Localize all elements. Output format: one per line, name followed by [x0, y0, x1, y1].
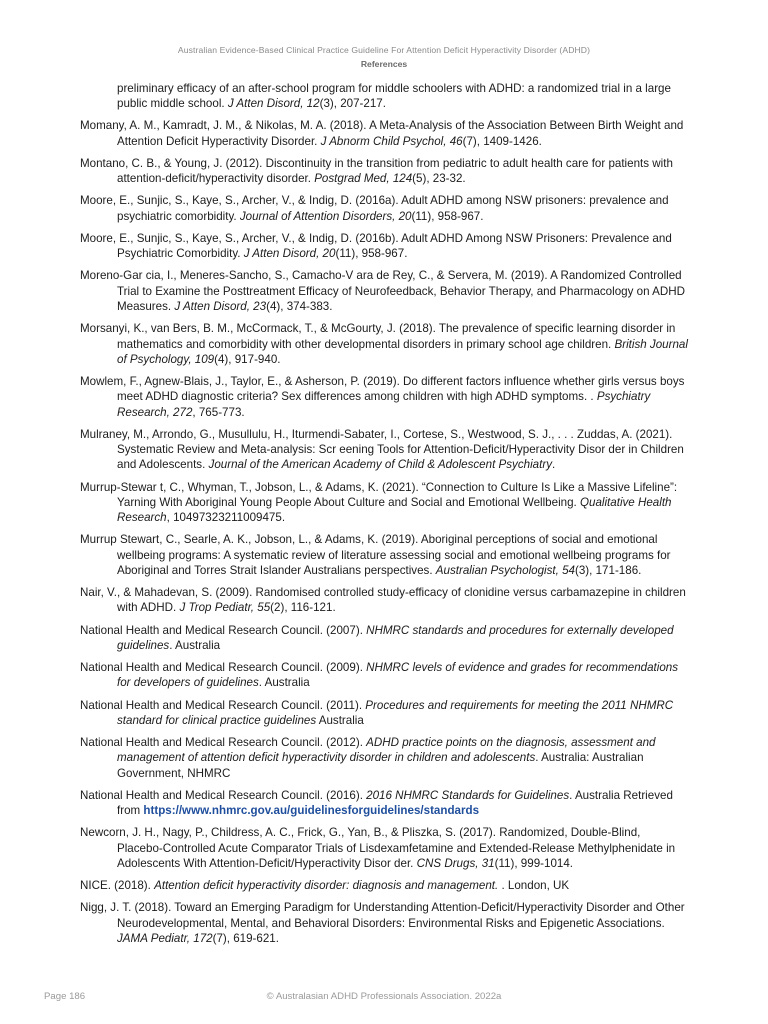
reference-text: . Australia — [258, 676, 310, 690]
reference-source-title: Postgrad Med, 124 — [314, 172, 413, 186]
reference-text: (7), 1409-1426. — [462, 134, 542, 148]
reference-text: preliminary efficacy of an after-school program for middle schoolers with ADHD: a randomized trial in a large public middle school. — [117, 82, 671, 111]
reference-text: . — [552, 458, 556, 472]
reference-entry — [80, 231, 688, 262]
reference-source-title: J Atten Disord, 12 — [227, 97, 320, 111]
reference-text: Murrup Stewart, C., Searle, A. K., Jobson, L., & Adams, K. (2019). Aboriginal perceptions of social and emotional wellbeing programs: A systematic review of literature assessing social and emotional wellbeing programs for Aboriginal and Torres Strait Islander Australians perspectives. — [80, 533, 671, 577]
reference-entry — [80, 268, 688, 314]
reference-text: . Australia — [169, 638, 221, 652]
reference-source-title: Attention deficit hyperactivity disorder: diagnosis and management. — [154, 879, 499, 893]
reference-text: Mulraney, M., Arrondo, G., Musullulu, H., Iturmendi-Sabater, I., Cortese, S., Westwood, S. J., . . . Zuddas, A. (2021). Systematic Review and Meta-analysis: Scr eening Tools for Attention-Deficit/Hyperactivity Disor der in Children and Adolescents. — [80, 427, 684, 472]
reference-entry — [80, 118, 688, 149]
reference-text: Nair, V., & Mahadevan, S. (2009). Randomised controlled study-efficacy of clonidine versus carbamazepine in children with ADHD. — [80, 586, 686, 615]
reference-text: Australia — [316, 713, 364, 727]
reference-text: (4), 374-383. — [266, 300, 333, 314]
reference-entry — [80, 585, 688, 616]
reference-source-title: J Trop Pediatr, 55 — [179, 601, 271, 615]
reference-text: (4), 917-940. — [214, 352, 281, 366]
reference-source-title: ADHD practice points on the diagnosis, assessment and management of attention deficit hyperactivity disorder in children and adolescents — [117, 736, 656, 765]
reference-source-title: CNS Drugs, 31 — [416, 856, 495, 870]
reference-source-title: NHMRC levels of evidence and grades for recommendations for developers of guidelines — [117, 661, 679, 690]
reference-entry — [80, 374, 688, 420]
reference-list — [80, 81, 688, 953]
reference-text: National Health and Medical Research Council. (2011). — [80, 698, 366, 712]
document-title: Australian Evidence-Based Clinical Practice Guideline For Attention Deficit Hyperactivity Disorder (ADHD) — [177, 45, 591, 55]
reference-entry — [80, 427, 688, 473]
reference-text: National Health and Medical Research Council. (2007). — [80, 623, 367, 637]
page-number: Page 186 — [44, 991, 86, 1002]
reference-source-title: Journal of Attention Disorders, 20 — [239, 209, 412, 223]
reference-text: Moreno-Gar cia, I., Meneres-Sancho, S., Camacho-V ara de Rey, C., & Servera, M. (2019). A Randomized Controlled Trial to Examine the Posttreatment Efficacy of Neurofeedback, Behavior Therapy, and Pharmacology on ADHD Measures. — [80, 269, 685, 314]
reference-source-title: British Journal of Psychology, 109 — [117, 337, 688, 366]
reference-text: . Australia Retrieved from — [117, 788, 673, 818]
reference-text: (11), 958-967. — [411, 209, 484, 223]
copyright-notice: © Australasian ADHD Professionals Association. 2022a — [266, 991, 502, 1002]
reference-text: Mowlem, F., Agnew-Blais, J., Taylor, E., & Asherson, P. (2019). Do different factors influence whether girls versus boys meet ADHD diagnostic criteria? Sex differences among children with high ADHD symptoms. . — [80, 374, 685, 404]
reference-entry — [80, 788, 688, 819]
reference-text: (3), 171-186. — [574, 563, 642, 577]
reference-entry — [80, 660, 688, 691]
reference-source-title: Psychiatry Research, 272 — [117, 390, 651, 419]
reference-entry — [80, 532, 688, 578]
reference-text: Moore, E., Sunjic, S., Kaye, S., Archer, V., & Indig, D. (2016a). Adult ADHD among NSW prisoners: prevalence and psychiatric comorbidity. — [80, 194, 669, 223]
reference-entry — [80, 698, 688, 729]
reference-source-title: JAMA Pediatr, 172 — [117, 931, 213, 945]
reference-entry — [80, 825, 688, 871]
reference-entry — [80, 193, 688, 224]
reference-entry — [80, 735, 688, 781]
reference-text: . Australia: Australian Government, NHMRC — [117, 751, 644, 780]
reference-source-title: Procedures and requirements for meeting the 2011 NHMRC standard for clinical practice guidelines — [117, 698, 674, 727]
reference-text: , 10497323211009475. — [166, 511, 286, 525]
reference-text: , 765-773. — [192, 405, 245, 419]
reference-entry — [80, 878, 688, 893]
reference-source-title: Qualitative Health Research — [117, 495, 672, 525]
reference-entry — [80, 623, 688, 654]
reference-text: Montano, C. B., & Young, J. (2012). Discontinuity in the transition from pediatric to adult health care for patients with attention-deficit/hyperactivity disorder. — [80, 156, 673, 186]
page-header — [0, 44, 768, 70]
reference-text: Momany, A. M., Kamradt, J. M., & Nikolas, M. A. (2018). A Meta-Analysis of the Association Between Birth Weight and Attention Deficit Hyperactivity Disorder. — [80, 119, 684, 148]
reference-entry-continued — [80, 81, 688, 112]
reference-text: (3), 207-217. — [319, 97, 386, 111]
reference-text: (2), 116-121. — [270, 601, 336, 615]
reference-entry — [80, 156, 688, 187]
reference-entry — [80, 480, 688, 526]
section-title: References — [360, 59, 408, 69]
reference-text: (11), 958-967. — [335, 247, 408, 261]
reference-text: Moore, E., Sunjic, S., Kaye, S., Archer, V., & Indig, D. (2016b). Adult ADHD Among NSW Prisoners: Prevalence and Psychiatric Comorbidity. — [80, 231, 672, 261]
reference-source-title: J Abnorm Child Psychol, 46 — [320, 134, 463, 148]
reference-text: National Health and Medical Research Council. (2012). — [80, 736, 367, 750]
reference-source-title: Journal of the American Academy of Child & Adolescent Psychiatry — [208, 458, 552, 472]
reference-text: National Health and Medical Research Council. (2009). — [80, 661, 367, 675]
reference-source-title: Australian Psychologist, 54 — [435, 563, 575, 577]
reference-text: Nigg, J. T. (2018). Toward an Emerging Paradigm for Understanding Attention-Deficit/Hyperactivity Disorder and Other Neurodevelopmental, Mental, and Behavioral Disorders: Environmental Risks and Epigenetic Associations. — [80, 901, 685, 930]
reference-link[interactable]: https://www.nhmrc.gov.au/guidelinesforguidelines/standards — [143, 804, 480, 818]
reference-source-title: J Atten Disord, 20 — [243, 247, 336, 261]
reference-text: . London, UK — [498, 879, 570, 893]
reference-text: Morsanyi, K., van Bers, B. M., McCormack, T., & McGourty, J. (2018). The prevalence of specific learning disorder in mathematics and comorbidity with other developmental disorders in primary school age children. — [80, 322, 676, 351]
reference-text: (5), 23-32. — [412, 172, 466, 186]
reference-text: (7), 619-621. — [212, 931, 279, 945]
reference-entry — [80, 321, 688, 367]
reference-source-title: NHMRC standards and procedures for externally developed guidelines — [117, 623, 674, 652]
reference-text: Newcorn, J. H., Nagy, P., Childress, A. C., Frick, G., Yan, B., & Pliszka, S. (2017). Randomized, Double-Blind, Placebo-Controlled Acute Comparator Trials of Lisdexamfetamine and Extended-Release Methylphenidate in Adolescents With Attention-Deficit/Hyperactivity Disor der. — [80, 826, 676, 870]
reference-text: Murrup-Stewar t, C., Whyman, T., Jobson, L., & Adams, K. (2021). “Connection to Culture Is Like a Massive Lifeline”: Yarning With Aboriginal Young People About Culture and Social and Emotional Wellbeing. — [80, 480, 678, 509]
reference-text: (11), 999-1014. — [494, 856, 574, 870]
reference-text: National Health and Medical Research Council. (2016). — [80, 788, 367, 802]
reference-source-title: J Atten Disord, 23 — [174, 300, 267, 314]
reference-text: NICE. (2018). — [80, 879, 155, 893]
reference-source-title: 2016 NHMRC Standards for Guidelines — [366, 788, 570, 802]
reference-entry — [80, 900, 688, 946]
